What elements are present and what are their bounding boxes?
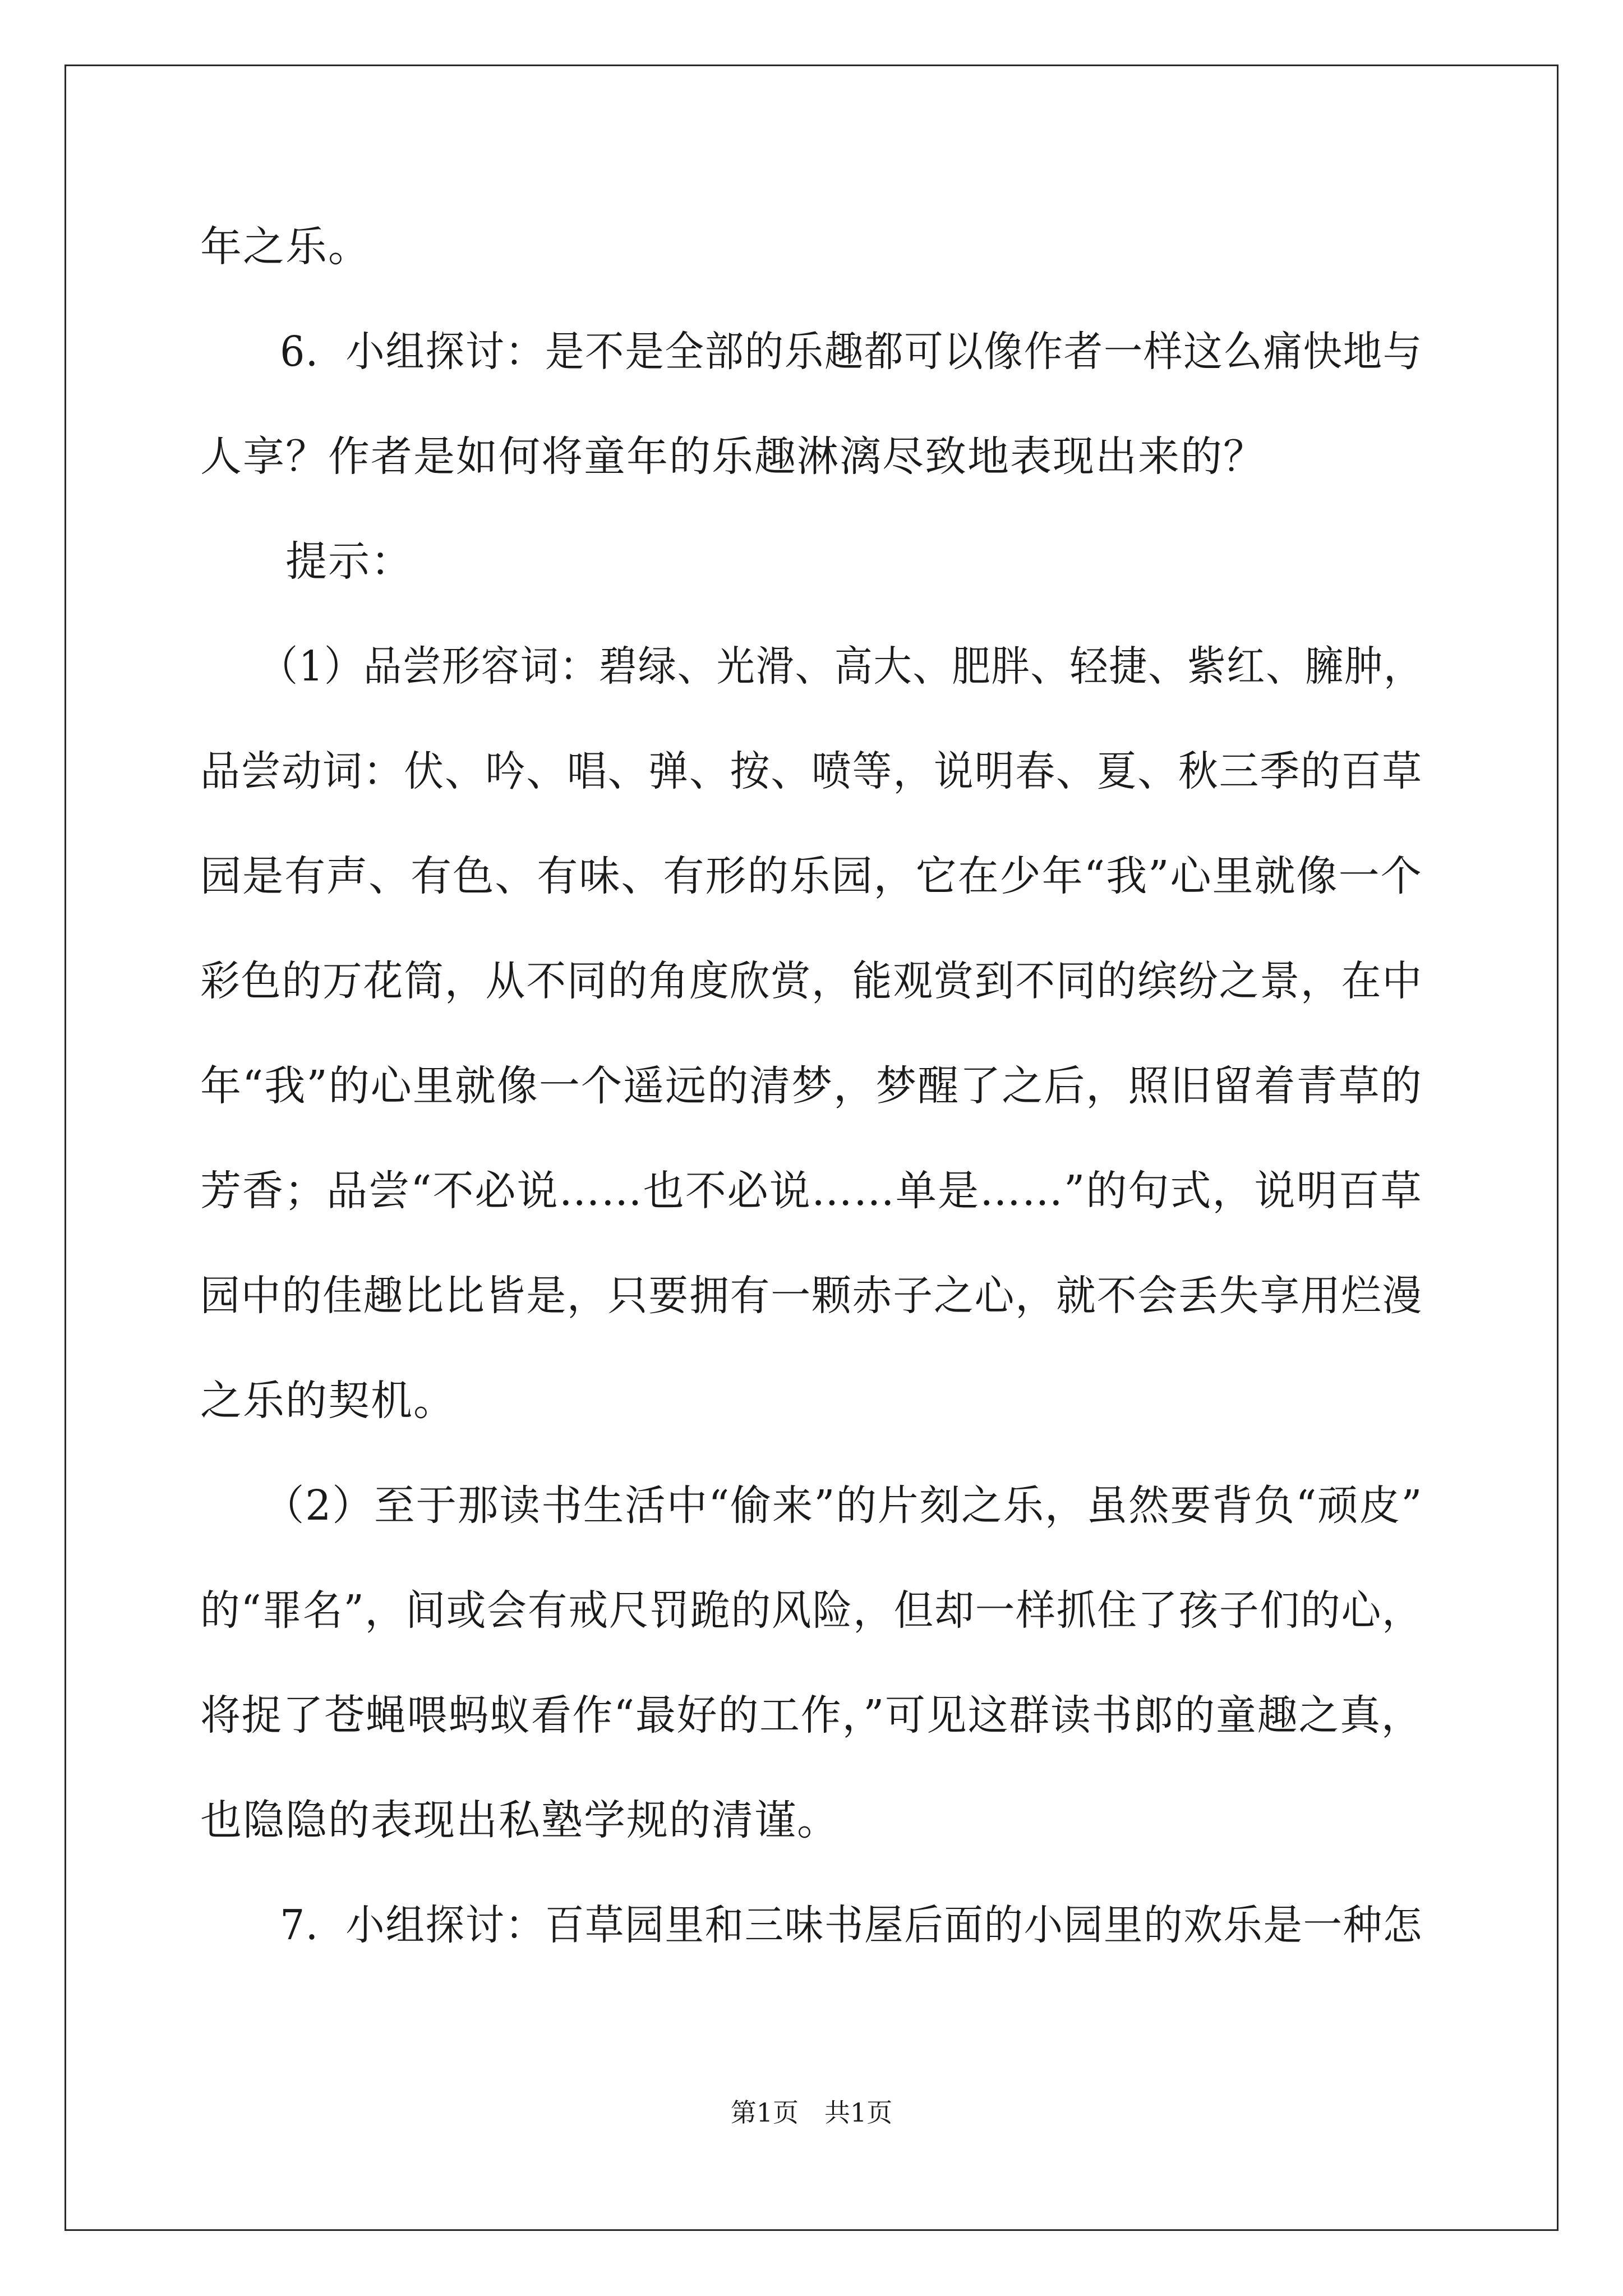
text-line: 人享？作者是如何将童年的乐趣淋漓尽致地表现出来的？ bbox=[200, 432, 1266, 481]
text-line: 园是有声、有色、有味、有形的乐园，它在少年“我”心里就像一个 bbox=[200, 852, 1423, 900]
text-line: 品尝动词：伏、吟、唱、弹、按、喷等，说明春、夏、秋三季的百草 bbox=[200, 747, 1423, 795]
text-line: （1）品尝形容词：碧绿、光滑、高大、肥胖、轻捷、紫红、臃肿， bbox=[200, 642, 1423, 691]
text-line: 园中的佳趣比比皆是，只要拥有一颗赤子之心，就不会丢失享用烂漫 bbox=[200, 1272, 1423, 1320]
text-line: 7．小组探讨：百草园里和三味书屋后面的小园里的欢乐是一种怎 bbox=[200, 1901, 1423, 1949]
text-line: 也隐隐的表现出私塾学规的清谨。 bbox=[200, 1796, 840, 1844]
text-line: （2）至于那读书生活中“偷来”的片刻之乐，虽然要背负“顽皮” bbox=[200, 1481, 1423, 1530]
text-line: 年之乐。 bbox=[200, 223, 371, 271]
text-line: 的“罪名”，间或会有戒尺罚跪的风险，但却一样抓住了孩子们的心， bbox=[200, 1586, 1423, 1635]
text-line: 6．小组探讨：是不是全部的乐趣都可以像作者一样这么痛快地与 bbox=[200, 328, 1423, 376]
page-number: 第1页 共1页 bbox=[730, 2097, 893, 2128]
text-line: 彩色的万花筒，从不同的角度欣赏，能观赏到不同的缤纷之景，在中 bbox=[200, 957, 1423, 1005]
text-line: 提示： bbox=[200, 537, 413, 586]
text-line: 之乐的契机。 bbox=[200, 1377, 456, 1425]
text-line: 将捉了苍蝇喂蚂蚁看作“最好的工作，”可见这群读书郎的童趣之真， bbox=[200, 1691, 1423, 1740]
text-line: 芳香；品尝“不必说……也不必说……单是……”的句式，说明百草 bbox=[200, 1167, 1423, 1215]
text-line: 年“我”的心里就像一个遥远的清梦，梦醒了之后，照旧留着青草的 bbox=[200, 1062, 1423, 1110]
